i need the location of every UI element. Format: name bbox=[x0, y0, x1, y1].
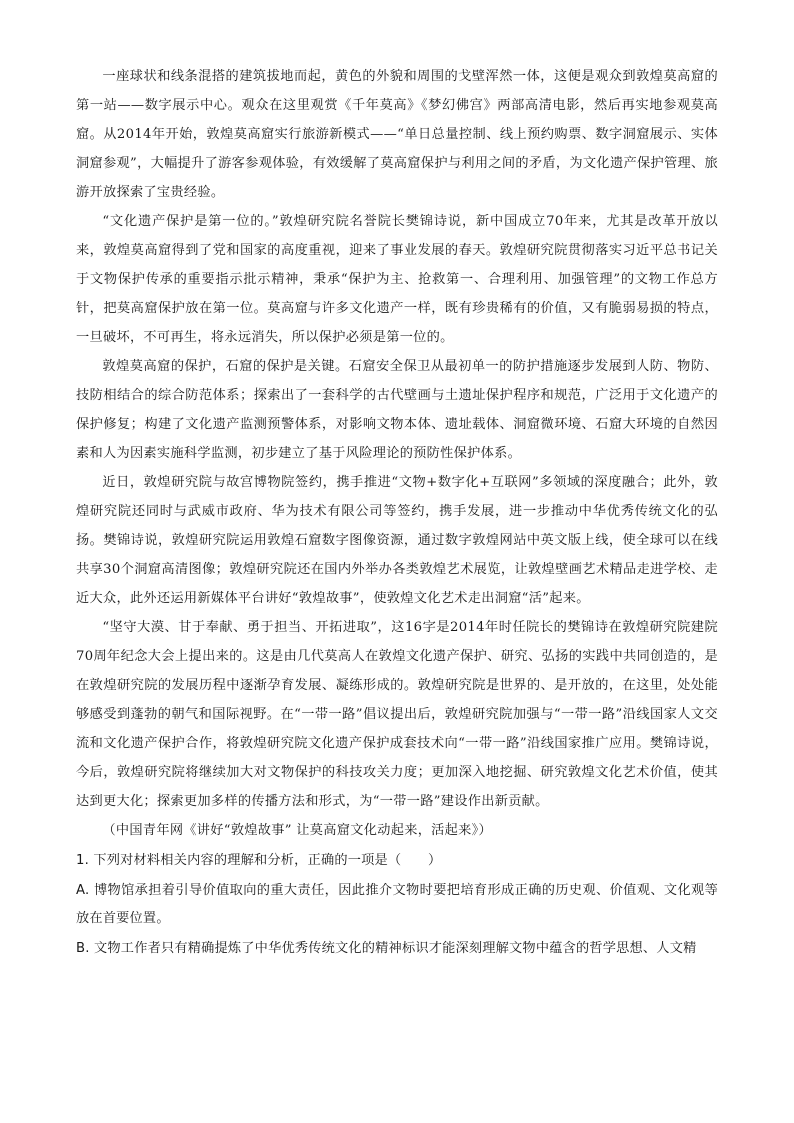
question-1-stem: 1. 下列对材料相关内容的理解和分析，正确的一项是（ ） bbox=[76, 853, 442, 868]
article-paragraph-1: 一座球状和线条混搭的建筑拔地而起，黄色的外貌和周围的戈壁浑然一体，这便是观众到敦煌莫高窟的第一站——数字展示中心。观众在这里观赏《千年莫高》《梦幻佛宫》两部高清电影，然后再实地参观莫高窟。从2014年开始，敦煌莫高窟实行旅游新模式——“单日总量控制、线上预约购票、数字洞窟展示、实体洞窟参观”，大幅提升了游客参观体验，有效缓解了莫高窟保护与利用之间的矛盾，为文化遗产保护管理、旅游开放探索了宝贵经验。 bbox=[76, 69, 718, 200]
question-1-option-b: B. 文物工作者只有精确提炼了中华优秀传统文化的精神标识才能深刻理解文物中蕴含的哲学思想、人文精 bbox=[76, 941, 697, 956]
article-body bbox=[76, 62, 718, 845]
article-paragraph-4: 近日，敦煌研究院与故宫博物院签约，携手推进“文物+数字化+互联网”多领域的深度融合；此外，敦煌研究院还同时与武威市政府、华为技术有限公司等签约，携手发展，进一步推动中华优秀传统文化的弘扬。樊锦诗说，敦煌研究院运用敦煌石窟数字图像资源，通过数字敦煌网站中英文版上线，使全球可以在线共享30个洞窟高清图像；敦煌研究院还在国内外举办各类敦煌艺术展览，让敦煌壁画艺术精品走进学校、走近大众，此外还运用新媒体平台讲好“敦煌故事”，使敦煌文化艺术走出洞窟“活”起来。 bbox=[76, 475, 718, 606]
question-1-option-a: A. 博物馆承担着引导价值取向的重大责任，因此推介文物时要把培育形成正确的历史观、价值观、文化观等放在首要位置。 bbox=[76, 883, 718, 926]
article-paragraph-3: 敦煌莫高窟的保护，石窟的保护是关键。石窟安全保卫从最初单一的防护措施逐步发展到人防、物防、技防相结合的综合防范体系；探索出了一套科学的古代壁画与土遗址保护程序和规范，广泛用于文化遗产的保护修复；构建了文化遗产监测预警体系，对影响文物本体、遗址载体、洞窟微环境、石窟大环境的自然因素和人为因素实施科学监测，初步建立了基于风险理论的预防性保护体系。 bbox=[76, 359, 718, 461]
article-source: （中国青年网《讲好“敦煌故事” 让莫高窟文化动起来，活起来》） bbox=[102, 823, 493, 838]
article-paragraph-5: “坚守大漠、甘于奉献、勇于担当、开拓进取”，这16字是2014年时任院长的樊锦诗在敦煌研究院建院70周年纪念大会上提出来的。这是由几代莫高人在敦煌文化遗产保护、研究、弘扬的实践中共同创造的，是在敦煌研究院的发展历程中逐渐孕育发展、凝练形成的。敦煌研究院是世界的、是开放的，在这里，处处能够感受到蓬勃的朝气和国际视野。在“一带一路”倡议提出后，敦煌研究院加强与“一带一路”沿线国家人文交流和文化遗产保护合作，将敦煌研究院文化遗产保护成套技术向“一带一路”沿线国家推广应用。樊锦诗说，今后，敦煌研究院将继续加大对文物保护的科技攻关力度；更加深入地挖掘、研究敦煌文化艺术价值，使其达到更大化；探索更加多样的传播方法和形式，为“一带一路”建设作出新贡献。 bbox=[76, 620, 718, 809]
article-paragraph-2: “文化遗产保护是第一位的。”敦煌研究院名誉院长樊锦诗说，新中国成立70年来，尤其是改革开放以来，敦煌莫高窟得到了党和国家的高度重视，迎来了事业发展的春天。敦煌研究院贯彻落实习近平总书记关于文物保护传承的重要指示批示精神，秉承“保护为主、抢救第一、合理利用、加强管理”的文物工作总方针，把莫高窟保护放在第一位。莫高窟与许多文化遗产一样，既有珍贵稀有的价值，又有脆弱易损的特点，一旦破坏，不可再生，将永远消失，所以保护必须是第一位的。 bbox=[76, 214, 718, 345]
question-section bbox=[76, 847, 718, 963]
